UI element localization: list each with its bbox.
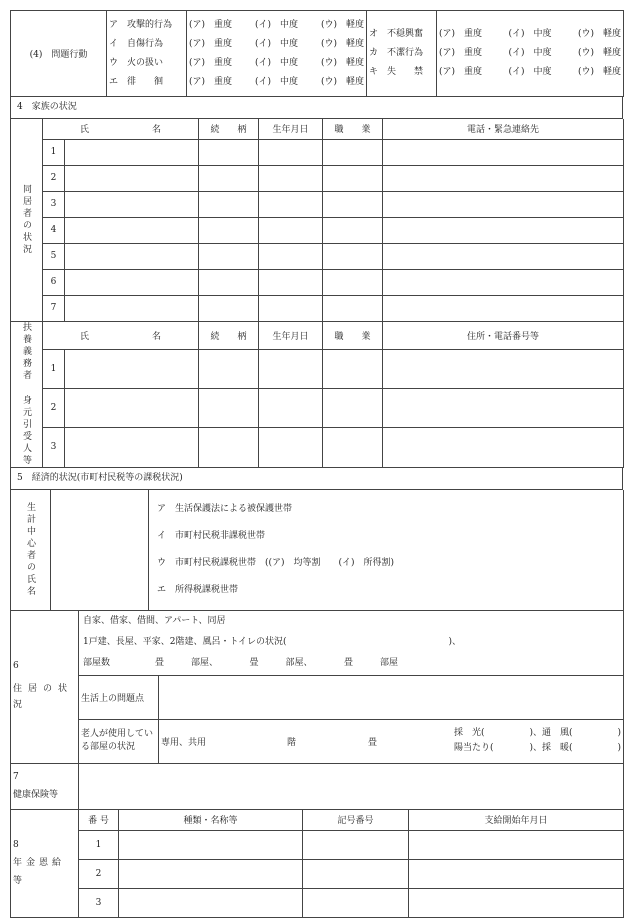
row-number: 2 [43,165,65,191]
insurance-field[interactable] [79,764,624,810]
severity-option[interactable]: (イ) 中度 [508,29,552,39]
row-number: 6 [43,269,65,295]
severity-option[interactable]: (ウ) 軽度 [320,19,364,30]
row-number: 1 [79,830,119,859]
behavior-right-levels[interactable] [437,11,624,97]
entry-cell[interactable] [65,295,199,321]
row-number: 3 [79,888,119,917]
severity-row[interactable] [189,35,364,54]
severity-option[interactable]: (イ) 中度 [254,76,299,87]
pension-column-header: 種類・名称等 [119,810,303,830]
housing-rooms-line[interactable]: 部屋数 畳 部屋、 畳 部屋、 畳 部屋 [83,658,399,669]
pension-column-header: 支給開始年月日 [409,810,624,830]
entry-cell[interactable] [65,350,199,389]
table-row [11,165,624,191]
entry-cell[interactable] [303,830,409,859]
severity-option[interactable]: (イ) 中度 [254,19,299,30]
entry-cell[interactable] [323,269,383,295]
cohabitants-label: 同居者の状況 [21,183,31,256]
sunlight-heating-field[interactable]: 陽当たり( )、採 暖( ) [453,743,621,753]
entry-cell[interactable] [119,859,303,888]
tax-status-option[interactable]: ウ 市町村民税課税世帯 ((ア) 均等割 (イ) 所得割) [157,557,395,568]
economy-section-title: 5 経済的状況(市町村民税等の課税状況) [10,468,623,490]
severity-option[interactable]: (ウ) 軽度 [577,29,621,39]
behavior-left-item: ア 攻撃的行為 [109,19,173,30]
row-number: 2 [79,859,119,888]
behavior-right-items [367,11,437,97]
entry-cell[interactable] [119,888,303,917]
severity-option[interactable]: (イ) 中度 [508,48,552,58]
housing-structure-line[interactable]: 1戸建、長屋、平家、2階建、風呂・トイレの状況( )、 [83,637,462,648]
severity-option[interactable]: (ア) 重度 [189,19,233,30]
family-table [10,119,624,468]
behavior-left-item: エ 徘 徊 [109,76,164,87]
column-header: 住所・電話番号等 [383,321,624,350]
pension-column-header: 記号番号 [303,810,409,830]
row-number: 4 [43,217,65,243]
entry-cell[interactable] [199,350,259,389]
pension-column-header: 番 号 [79,810,119,830]
table-row [11,295,624,321]
tax-status-option[interactable]: イ 市町村民税非課税世帯 [157,530,266,541]
entry-cell[interactable] [65,243,199,269]
entry-cell[interactable] [65,269,199,295]
column-header: 氏 名 [43,119,199,139]
entry-cell[interactable] [259,243,323,269]
entry-cell[interactable] [323,191,383,217]
insurance-table [10,764,624,811]
entry-cell[interactable] [65,191,199,217]
severity-option[interactable]: (ウ) 軽度 [320,76,364,87]
breadwinner-name-field[interactable] [51,490,149,611]
entry-cell[interactable] [259,217,323,243]
severity-option[interactable]: (ウ) 軽度 [320,57,364,68]
behavior-left-item: イ 自傷行為 [109,38,164,49]
severity-option[interactable]: (ア) 重度 [439,29,483,39]
column-header: 続 柄 [199,321,259,350]
row-number: 1 [43,139,65,165]
entry-cell[interactable] [259,139,323,165]
entry-cell[interactable] [199,217,259,243]
row-number: 5 [43,243,65,269]
row-number: 3 [43,191,65,217]
table-row [11,389,624,428]
entry-cell[interactable] [409,859,624,888]
entry-cell[interactable] [383,191,624,217]
severity-row[interactable] [189,54,364,73]
insurance-label: 健康保険等 [13,790,59,801]
severity-option[interactable]: (ウ) 軽度 [577,67,621,77]
living-problems-field[interactable] [159,675,624,719]
tax-status-option[interactable]: エ 所得税課税世帯 [157,584,239,595]
behavior-right-item: カ 不潔行為 [369,48,424,58]
entry-cell[interactable] [199,389,259,428]
entry-cell[interactable] [323,350,383,389]
entry-cell[interactable] [259,389,323,428]
behavior-right-item: オ 不穏興奮 [369,29,424,39]
pension-label: 年金恩給等 [13,858,66,887]
entry-cell[interactable] [323,139,383,165]
column-header: 職 業 [323,321,383,350]
severity-option[interactable]: (イ) 中度 [254,38,299,49]
tax-status-options[interactable] [149,490,624,611]
lighting-ventilation-field[interactable]: 採 光( )、通 風( ) [453,728,621,738]
entry-cell[interactable] [323,217,383,243]
behavior-left-item: ウ 火の扱い [109,57,164,68]
entry-cell[interactable] [323,389,383,428]
insurance-number: 7 [13,772,19,783]
severity-option[interactable]: (ア) 重度 [439,67,483,77]
table-row [11,243,624,269]
entry-cell[interactable] [383,389,624,428]
entry-cell[interactable] [119,830,303,859]
entry-cell[interactable] [383,350,624,389]
entry-cell[interactable] [323,165,383,191]
entry-cell[interactable] [259,191,323,217]
entry-cell[interactable] [199,191,259,217]
severity-option[interactable]: (ア) 重度 [189,57,233,68]
entry-cell[interactable] [199,139,259,165]
severity-row[interactable] [439,25,621,44]
row-number: 2 [43,389,65,428]
entry-cell[interactable] [65,165,199,191]
column-header: 職 業 [323,119,383,139]
family-section-title: 4 家族の状況 [10,97,623,119]
housing-number: 6 [13,660,19,671]
entry-cell[interactable] [199,428,259,467]
entry-cell[interactable] [259,165,323,191]
behavior-left-items [107,11,187,97]
entry-cell[interactable] [383,139,624,165]
pension-table [10,810,624,918]
entry-cell[interactable] [409,830,624,859]
table-row [11,217,624,243]
severity-option[interactable]: (ウ) 軽度 [320,38,364,49]
breadwinner-label: 生計中心者の氏名 [25,501,35,598]
table-row [11,888,624,917]
severity-row[interactable] [439,63,621,82]
entry-cell[interactable] [199,165,259,191]
entry-cell[interactable] [383,428,624,467]
guarantor-label: 扶養義務者 身元引受人等 [21,321,31,467]
entry-cell[interactable] [383,295,624,321]
entry-cell[interactable] [383,217,624,243]
behavior-left-levels[interactable] [187,11,367,97]
housing-type-line[interactable]: 自家、借家、借間、アパート、同居 [83,616,226,627]
problem-behavior-label: (4) 問題行動 [11,11,107,97]
housing-table [10,611,624,764]
entry-cell[interactable] [259,428,323,467]
severity-option[interactable]: (ウ) 軽度 [577,48,621,58]
entry-cell[interactable] [65,139,199,165]
housing-label: 住居の状況 [13,683,74,710]
severity-row[interactable] [439,44,621,63]
table-row [11,139,624,165]
column-header: 続 柄 [199,119,259,139]
entry-cell[interactable] [383,269,624,295]
behavior-right-item: キ 失 禁 [369,67,424,77]
problem-behavior-table [10,10,624,97]
column-header: 生年月日 [259,119,323,139]
entry-cell[interactable] [259,295,323,321]
care-assessment-form [10,10,623,918]
entry-cell[interactable] [65,428,199,467]
table-row [11,428,624,467]
living-problems-label: 生活上の問題点 [79,675,159,719]
severity-option[interactable]: (イ) 中度 [254,57,299,68]
column-header: 電話・緊急連絡先 [383,119,624,139]
entry-cell[interactable] [323,243,383,269]
row-number: 1 [43,350,65,389]
economy-table [10,490,624,612]
entry-cell[interactable] [259,350,323,389]
entry-cell[interactable] [199,243,259,269]
severity-option[interactable]: (ア) 重度 [189,76,233,87]
row-number: 3 [43,428,65,467]
entry-cell[interactable] [65,217,199,243]
entry-cell[interactable] [323,428,383,467]
entry-cell[interactable] [409,888,624,917]
table-row [11,830,624,859]
entry-cell[interactable] [303,859,409,888]
pension-number: 8 [13,840,19,851]
entry-cell[interactable] [383,165,624,191]
entry-cell[interactable] [323,295,383,321]
column-header: 生年月日 [259,321,323,350]
severity-option[interactable]: (イ) 中度 [508,67,552,77]
entry-cell[interactable] [259,269,323,295]
table-row [11,269,624,295]
room-usage-field[interactable]: 専用、共用 階 畳 [161,737,378,748]
entry-cell[interactable] [199,269,259,295]
room-status-label: 老人が使用している部屋の状況 [79,719,159,763]
table-row [11,859,624,888]
table-row [11,191,624,217]
entry-cell[interactable] [199,295,259,321]
severity-option[interactable]: (ア) 重度 [189,38,233,49]
entry-cell[interactable] [303,888,409,917]
tax-status-option[interactable]: ア 生活保護法による被保護世帯 [157,503,293,514]
severity-row[interactable] [189,16,364,35]
table-row [11,350,624,389]
severity-option[interactable]: (ア) 重度 [439,48,483,58]
entry-cell[interactable] [65,389,199,428]
column-header: 氏 名 [43,321,199,350]
row-number: 7 [43,295,65,321]
severity-row[interactable] [189,73,364,92]
entry-cell[interactable] [383,243,624,269]
